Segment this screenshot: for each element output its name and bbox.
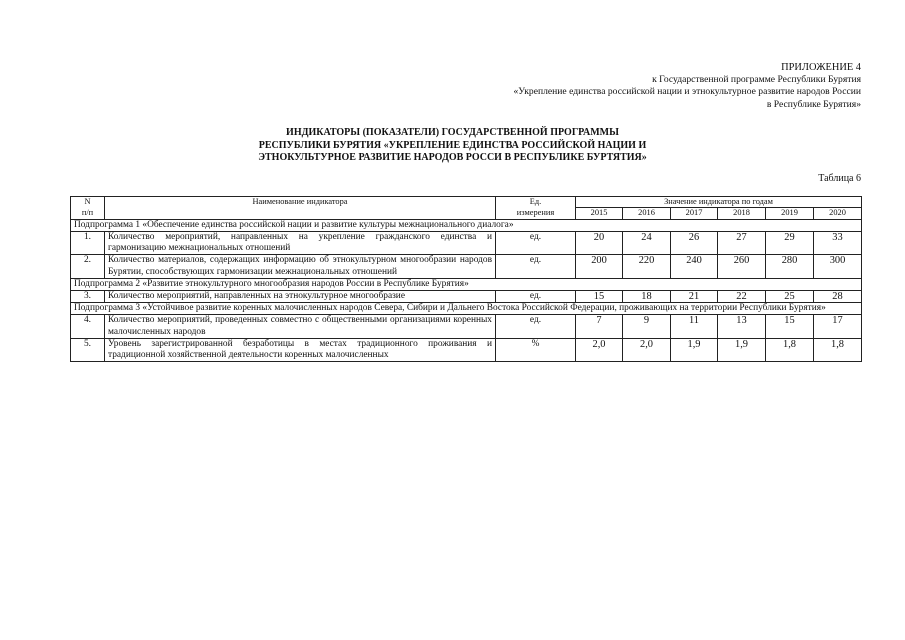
header-year: 2016 bbox=[623, 208, 671, 219]
value-2015: 2,0 bbox=[576, 338, 623, 361]
value-2018: 13 bbox=[718, 315, 766, 338]
value-2016: 24 bbox=[623, 232, 671, 255]
subprogram-row bbox=[71, 303, 862, 315]
header-row-1 bbox=[71, 197, 862, 208]
document-title-line-3: ЭТНОКУЛЬТУРНОЕ РАЗВИТИЕ НАРОДОВ РОССИ В РЕСПУБЛИКЕ БУРТЯТИЯ» bbox=[258, 152, 647, 164]
value-2015: 200 bbox=[576, 255, 623, 278]
subprogram-row bbox=[71, 278, 862, 290]
value-2018: 260 bbox=[718, 255, 766, 278]
value-2020: 300 bbox=[814, 255, 862, 278]
appendix-line-1: к Государственной программе Республики Бурятия bbox=[652, 74, 861, 86]
value-2016: 220 bbox=[623, 255, 671, 278]
value-2018: 1,9 bbox=[718, 338, 766, 361]
value-2015: 7 bbox=[576, 315, 623, 338]
header-unit-1: Ед. bbox=[496, 197, 576, 208]
row-number: 2. bbox=[71, 255, 105, 278]
header-year: 2020 bbox=[814, 208, 862, 219]
subprogram-title: Подпрограмма 2 «Развитие этнокультурного многообразия народов России в Республике Бурятия» bbox=[71, 278, 862, 290]
header-values-group: Значение индикатора по годам bbox=[576, 197, 862, 208]
header-name: Наименование индикатора bbox=[105, 197, 496, 220]
header-year: 2019 bbox=[766, 208, 814, 219]
table-row bbox=[71, 255, 862, 278]
appendix-line-3: в Республике Бурятия» bbox=[766, 98, 861, 110]
value-2017: 11 bbox=[671, 315, 718, 338]
indicator-unit: ед. bbox=[496, 255, 576, 278]
value-2015: 20 bbox=[576, 232, 623, 255]
table-label: Таблица 6 bbox=[818, 173, 861, 184]
subprogram-title: Подпрограмма 3 «Устойчивое развитие коренных малочисленных народов Севера, Сибири и Дальнего Востока Российской Федерации, проживающих на территории Республики Бурятия» bbox=[71, 303, 862, 315]
header-num-1: N bbox=[71, 197, 105, 208]
header-num-2: п/п bbox=[71, 208, 105, 219]
appendix-line-2: «Укрепление единства российской нации и этнокультурное развитие народов России bbox=[513, 86, 861, 98]
value-2016: 9 bbox=[623, 315, 671, 338]
document-title-line-1: ИНДИКАТОРЫ (ПОКАЗАТЕЛИ) ГОСУДАРСТВЕННОЙ ПРОГРАММЫ bbox=[286, 127, 619, 138]
value-2015: 15 bbox=[576, 291, 623, 303]
document-title bbox=[0, 127, 905, 165]
appendix-title: ПРИЛОЖЕНИЕ 4 bbox=[781, 62, 861, 73]
value-2019: 15 bbox=[766, 315, 814, 338]
table-row bbox=[71, 232, 862, 255]
row-number: 1. bbox=[71, 232, 105, 255]
indicator-name: Уровень зарегистрированной безработицы в местах традиционного проживания и традиционной хозяйственной деятельности коренных малочисленных bbox=[105, 338, 496, 361]
value-2016: 2,0 bbox=[623, 338, 671, 361]
value-2019: 280 bbox=[766, 255, 814, 278]
value-2017: 1,9 bbox=[671, 338, 718, 361]
table-row bbox=[71, 291, 862, 303]
subprogram-title: Подпрограмма 1 «Обеспечение единства российской нации и развитие культуры межнационального диалога» bbox=[71, 219, 862, 231]
value-2017: 21 bbox=[671, 291, 718, 303]
table-row bbox=[71, 315, 862, 338]
value-2020: 1,8 bbox=[814, 338, 862, 361]
indicator-name: Количество материалов, содержащих информацию об этнокультурном многообразии народов Бурятии, способствующих гармонизации межнациональных отношений bbox=[105, 255, 496, 278]
value-2020: 28 bbox=[814, 291, 862, 303]
appendix-header bbox=[514, 62, 862, 111]
header-year: 2018 bbox=[718, 208, 766, 219]
indicators-table bbox=[70, 196, 862, 362]
indicator-name: Количество мероприятий, направленных на укрепление гражданского единства и гармонизацию межнациональных отношений bbox=[105, 232, 496, 255]
value-2019: 25 bbox=[766, 291, 814, 303]
header-unit-2: измерения bbox=[496, 208, 576, 219]
value-2018: 27 bbox=[718, 232, 766, 255]
indicator-unit: % bbox=[496, 338, 576, 361]
row-number: 4. bbox=[71, 315, 105, 338]
value-2019: 29 bbox=[766, 232, 814, 255]
value-2017: 26 bbox=[671, 232, 718, 255]
value-2018: 22 bbox=[718, 291, 766, 303]
row-number: 5. bbox=[71, 338, 105, 361]
value-2016: 18 bbox=[623, 291, 671, 303]
indicator-name: Количество мероприятий, направленных на этнокультурное многообразие bbox=[105, 291, 496, 303]
table-row bbox=[71, 338, 862, 361]
indicator-name: Количество мероприятий, проведенных совместно с общественными организациями коренных малочисленных народов bbox=[105, 315, 496, 338]
header-year: 2015 bbox=[576, 208, 623, 219]
value-2020: 17 bbox=[814, 315, 862, 338]
indicator-unit: ед. bbox=[496, 315, 576, 338]
value-2019: 1,8 bbox=[766, 338, 814, 361]
header-year: 2017 bbox=[671, 208, 718, 219]
indicator-unit: ед. bbox=[496, 232, 576, 255]
value-2020: 33 bbox=[814, 232, 862, 255]
row-number: 3. bbox=[71, 291, 105, 303]
value-2017: 240 bbox=[671, 255, 718, 278]
subprogram-row bbox=[71, 219, 862, 231]
indicator-unit: ед. bbox=[496, 291, 576, 303]
document-title-line-2: РЕСПУБЛИКИ БУРЯТИЯ «УКРЕПЛЕНИЕ ЕДИНСТВА РОССИЙСКОЙ НАЦИИ И bbox=[258, 139, 647, 151]
